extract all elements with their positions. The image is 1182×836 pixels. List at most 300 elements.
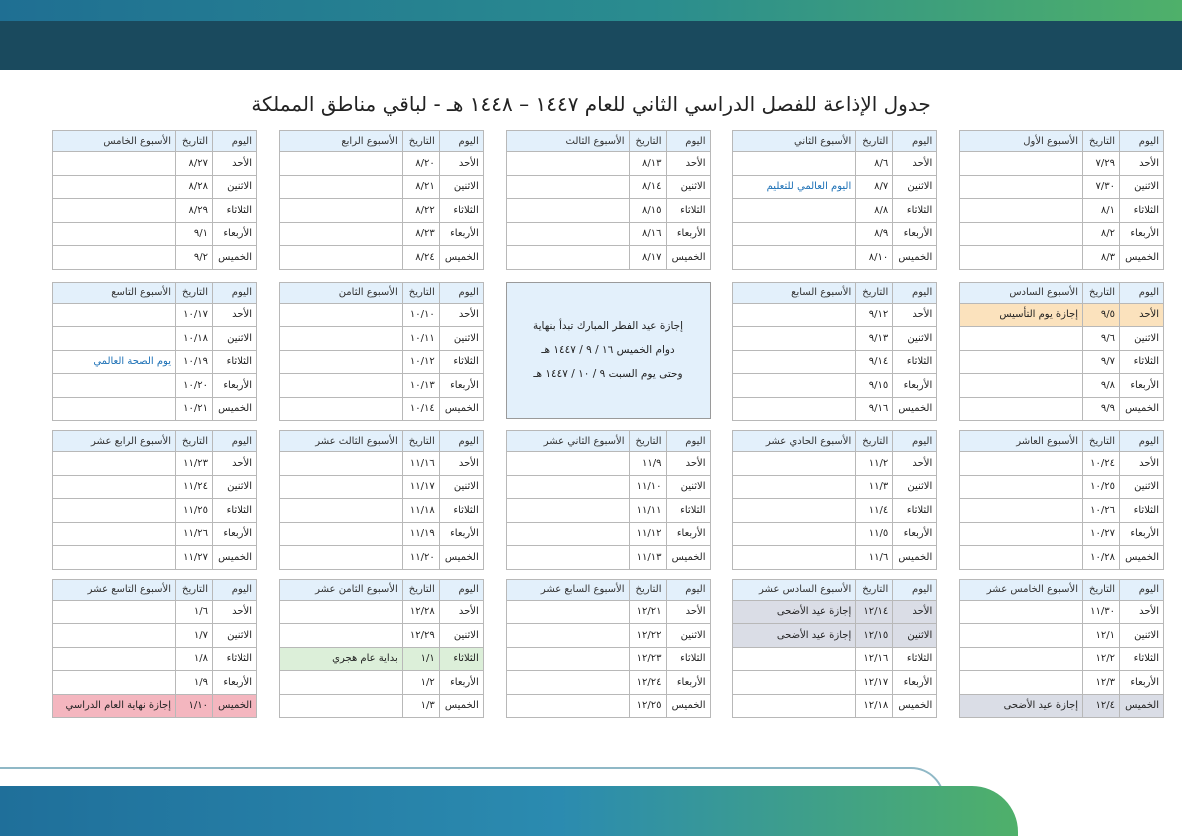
date-cell: ٨/١ (1083, 199, 1120, 223)
date-cell: ١/١ (402, 647, 439, 671)
event-cell (960, 522, 1083, 546)
table-row (733, 600, 937, 624)
date-cell: ١٠/١٢ (402, 350, 439, 374)
date-column-header: التاريخ (176, 579, 213, 600)
week-table (506, 579, 711, 719)
table-row (960, 546, 1164, 570)
table-row (279, 452, 483, 476)
week-name: الأسبوع التاسع عشر (53, 579, 176, 600)
day-cell: الاثنين (213, 327, 257, 351)
date-cell: ٧/٢٩ (1083, 152, 1120, 176)
day-cell: الخميس (666, 546, 710, 570)
date-cell: ١٢/٢٤ (629, 671, 666, 695)
table-row (506, 222, 710, 246)
event-cell (733, 199, 856, 223)
table-row (960, 647, 1164, 671)
date-cell: ١١/٢٧ (176, 546, 213, 570)
day-column-header: اليوم (1120, 579, 1164, 600)
weeks-row-1 (52, 130, 1164, 270)
date-cell: ١٢/٢ (1083, 647, 1120, 671)
date-cell: ١١/١٠ (629, 475, 666, 499)
event-cell (506, 452, 629, 476)
date-column-header: التاريخ (1083, 431, 1120, 452)
event-cell (733, 397, 856, 421)
day-cell: الأربعاء (439, 222, 483, 246)
date-cell: ١٠/١٧ (176, 303, 213, 327)
week-name: الأسبوع العاشر (960, 431, 1083, 452)
day-column-header: اليوم (893, 579, 937, 600)
day-cell: الثلاثاء (893, 350, 937, 374)
day-cell: الأحد (439, 600, 483, 624)
day-cell: الأحد (213, 600, 257, 624)
date-column-header: التاريخ (402, 579, 439, 600)
table-row (733, 199, 937, 223)
date-cell: ٨/٨ (856, 199, 893, 223)
day-cell: الأربعاء (893, 522, 937, 546)
table-row (53, 350, 257, 374)
date-cell: ١/٣ (402, 694, 439, 718)
event-cell (733, 222, 856, 246)
week-name: الأسبوع السادس (960, 282, 1083, 303)
table-row (960, 397, 1164, 421)
event-cell (506, 222, 629, 246)
table-row (279, 303, 483, 327)
event-cell: اليوم العالمي للتعليم (733, 175, 856, 199)
date-cell: ٨/٢٨ (176, 175, 213, 199)
week-header-row (960, 282, 1164, 303)
event-cell (506, 475, 629, 499)
date-column-header: التاريخ (1083, 131, 1120, 152)
date-cell: ٩/٦ (1083, 327, 1120, 351)
table-row (506, 152, 710, 176)
week-name: الأسبوع الثاني (733, 131, 856, 152)
event-cell (279, 374, 402, 398)
date-cell: ١٢/١٨ (856, 694, 893, 718)
event-cell (53, 152, 176, 176)
day-cell: الاثنين (1120, 327, 1164, 351)
event-cell: إجازة عيد الأضحى (733, 624, 856, 648)
day-cell: الخميس (213, 246, 257, 270)
table-row (960, 327, 1164, 351)
date-cell: ١٢/٢٨ (402, 600, 439, 624)
day-cell: الثلاثاء (213, 350, 257, 374)
event-cell: إجازة عيد الأضحى (960, 694, 1083, 718)
table-row (506, 199, 710, 223)
week-header-row (960, 131, 1164, 152)
event-cell: بداية عام هجري (279, 647, 402, 671)
table-row (279, 199, 483, 223)
week-header-row (53, 131, 257, 152)
table-row (53, 600, 257, 624)
event-cell (733, 522, 856, 546)
week-name: الأسبوع الرابع (279, 131, 402, 152)
event-cell (53, 303, 176, 327)
table-row (960, 624, 1164, 648)
day-cell: الاثنين (893, 175, 937, 199)
event-cell (960, 350, 1083, 374)
event-cell (279, 303, 402, 327)
date-cell: ٨/٢٤ (402, 246, 439, 270)
date-cell: ٨/٦ (856, 152, 893, 176)
day-cell: الأحد (439, 303, 483, 327)
date-cell: ٨/٩ (856, 222, 893, 246)
table-row (279, 499, 483, 523)
event-cell (279, 175, 402, 199)
table-row (53, 222, 257, 246)
table-row (960, 222, 1164, 246)
date-cell: ٨/١٧ (629, 246, 666, 270)
event-cell (53, 222, 176, 246)
day-cell: الاثنين (439, 327, 483, 351)
event-cell (960, 397, 1083, 421)
event-cell (53, 199, 176, 223)
day-cell: الأحد (1120, 600, 1164, 624)
table-row (733, 499, 937, 523)
event-cell (733, 303, 856, 327)
day-cell: الاثنين (213, 175, 257, 199)
date-column-header: التاريخ (856, 282, 893, 303)
date-cell: ١٠/٢٦ (1083, 499, 1120, 523)
week-table (279, 430, 484, 570)
table-row (506, 600, 710, 624)
week-table (959, 579, 1164, 719)
event-cell: إجازة نهاية العام الدراسي (53, 694, 176, 718)
top-accent-stripe (0, 0, 1182, 21)
week-name: الأسبوع الثامن (279, 282, 402, 303)
event-cell (960, 222, 1083, 246)
table-row (506, 175, 710, 199)
event-cell (53, 522, 176, 546)
date-cell: ٨/٧ (856, 175, 893, 199)
day-column-header: اليوم (213, 431, 257, 452)
date-cell: ٨/٢٢ (402, 199, 439, 223)
day-column-header: اليوم (893, 431, 937, 452)
day-cell: الاثنين (666, 475, 710, 499)
table-row (506, 546, 710, 570)
table-row (506, 624, 710, 648)
day-column-header: اليوم (893, 282, 937, 303)
table-row (53, 327, 257, 351)
table-row (53, 624, 257, 648)
table-row (960, 246, 1164, 270)
footer-banner (0, 786, 1018, 836)
week-table (52, 130, 257, 270)
table-row (733, 647, 937, 671)
week-name: الأسبوع التاسع (53, 282, 176, 303)
date-column-header: التاريخ (176, 131, 213, 152)
event-cell (733, 546, 856, 570)
day-cell: الثلاثاء (1120, 499, 1164, 523)
table-row (279, 600, 483, 624)
day-cell: الثلاثاء (893, 499, 937, 523)
date-cell: ١١/١٣ (629, 546, 666, 570)
table-row (53, 546, 257, 570)
date-cell: ٨/٢٠ (402, 152, 439, 176)
date-column-header: التاريخ (1083, 282, 1120, 303)
table-row (960, 475, 1164, 499)
table-row (733, 374, 937, 398)
event-cell (279, 522, 402, 546)
date-column-header: التاريخ (856, 579, 893, 600)
day-cell: الثلاثاء (1120, 647, 1164, 671)
date-cell: ١١/٤ (856, 499, 893, 523)
event-cell (53, 246, 176, 270)
table-row (279, 546, 483, 570)
day-column-header: اليوم (1120, 131, 1164, 152)
date-column-header: التاريخ (629, 131, 666, 152)
event-cell (279, 350, 402, 374)
event-cell (733, 152, 856, 176)
week-header-row (279, 282, 483, 303)
table-row (53, 499, 257, 523)
event-cell (279, 327, 402, 351)
date-cell: ١/٢ (402, 671, 439, 695)
week-header-row (733, 282, 937, 303)
date-cell: ٩/١٣ (856, 327, 893, 351)
event-cell (960, 199, 1083, 223)
day-column-header: اليوم (439, 579, 483, 600)
table-row (279, 522, 483, 546)
week-name: الأسبوع الأول (960, 131, 1083, 152)
week-table (959, 130, 1164, 270)
day-cell: الثلاثاء (893, 647, 937, 671)
day-cell: الاثنين (439, 624, 483, 648)
day-cell: الأحد (213, 152, 257, 176)
week-table (506, 130, 711, 270)
event-cell: إجازة عيد الأضحى (733, 600, 856, 624)
day-cell: الأربعاء (1120, 522, 1164, 546)
table-row (960, 374, 1164, 398)
week-header-row (279, 131, 483, 152)
date-cell: ١٢/١٤ (856, 600, 893, 624)
page-title: جدول الإذاعة للفصل الدراسي الثاني للعام ١٤٤٧ – ١٤٤٨ هـ - لباقي مناطق المملكة (251, 92, 931, 116)
event-cell (506, 199, 629, 223)
day-column-header: اليوم (439, 282, 483, 303)
event-cell (733, 475, 856, 499)
event-cell (506, 647, 629, 671)
day-cell: الاثنين (213, 475, 257, 499)
event-cell (506, 175, 629, 199)
event-cell (960, 452, 1083, 476)
day-cell: الأربعاء (893, 671, 937, 695)
day-cell: الخميس (666, 246, 710, 270)
week-table (732, 430, 937, 570)
day-column-header: اليوم (439, 131, 483, 152)
table-row (53, 152, 257, 176)
date-cell: ٩/٥ (1083, 303, 1120, 327)
event-cell (53, 397, 176, 421)
day-cell: الاثنين (893, 475, 937, 499)
week-table (959, 282, 1164, 422)
day-cell: الأحد (893, 452, 937, 476)
date-cell: ١٢/١٥ (856, 624, 893, 648)
event-cell (506, 246, 629, 270)
date-cell: ١٠/٢١ (176, 397, 213, 421)
event-cell (279, 600, 402, 624)
table-row (279, 694, 483, 718)
day-cell: الخميس (666, 694, 710, 718)
table-row (506, 694, 710, 718)
week-table (52, 282, 257, 422)
table-row (733, 452, 937, 476)
day-cell: الأحد (666, 452, 710, 476)
date-cell: ١١/١١ (629, 499, 666, 523)
date-cell: ٨/١٤ (629, 175, 666, 199)
date-column-header: التاريخ (629, 579, 666, 600)
event-cell (960, 671, 1083, 695)
table-row (53, 175, 257, 199)
event-cell (279, 546, 402, 570)
week-header-row (279, 579, 483, 600)
table-row (960, 600, 1164, 624)
date-cell: ٨/١٣ (629, 152, 666, 176)
day-cell: الأربعاء (893, 222, 937, 246)
day-cell: الأربعاء (213, 522, 257, 546)
event-cell (733, 694, 856, 718)
date-cell: ١١/١٩ (402, 522, 439, 546)
week-header-row (733, 131, 937, 152)
table-row (733, 175, 937, 199)
day-column-header: اليوم (1120, 431, 1164, 452)
date-cell: ١٢/٢٩ (402, 624, 439, 648)
event-cell (960, 624, 1083, 648)
day-cell: الخميس (213, 397, 257, 421)
date-cell: ١١/١٦ (402, 452, 439, 476)
table-row (506, 522, 710, 546)
date-cell: ١٢/٢٢ (629, 624, 666, 648)
event-cell (733, 327, 856, 351)
day-cell: الخميس (1120, 246, 1164, 270)
week-header-row (733, 431, 937, 452)
table-row (53, 671, 257, 695)
table-row (279, 647, 483, 671)
date-cell: ١٢/٢٣ (629, 647, 666, 671)
day-cell: الأربعاء (213, 671, 257, 695)
event-cell (506, 600, 629, 624)
day-cell: الخميس (893, 246, 937, 270)
event-cell (279, 671, 402, 695)
day-column-header: اليوم (213, 579, 257, 600)
week-name: الأسبوع الثالث (506, 131, 629, 152)
date-cell: ٨/٢١ (402, 175, 439, 199)
event-cell (733, 246, 856, 270)
table-row (733, 546, 937, 570)
event-cell: يوم الصحة العالمي (53, 350, 176, 374)
week-name: الأسبوع الرابع عشر (53, 431, 176, 452)
table-row (733, 222, 937, 246)
week-table (279, 282, 484, 422)
day-cell: الأحد (439, 152, 483, 176)
table-row (733, 152, 937, 176)
day-cell: الأربعاء (666, 222, 710, 246)
day-cell: الخميس (439, 246, 483, 270)
week-table (52, 430, 257, 570)
week-header-row (53, 282, 257, 303)
event-cell (733, 647, 856, 671)
table-row (53, 199, 257, 223)
table-row (960, 671, 1164, 695)
event-cell (733, 499, 856, 523)
table-row (733, 671, 937, 695)
notice-line: إجازة عيد الفطر المبارك تبدأ بنهاية (532, 320, 684, 332)
day-cell: الخميس (1120, 397, 1164, 421)
date-cell: ١٠/٢٨ (1083, 546, 1120, 570)
date-cell: ١/١٠ (176, 694, 213, 718)
date-cell: ١٢/١٦ (856, 647, 893, 671)
event-cell (279, 452, 402, 476)
table-row (279, 175, 483, 199)
table-row (960, 694, 1164, 718)
event-cell (53, 600, 176, 624)
event-cell (733, 671, 856, 695)
table-row (53, 475, 257, 499)
date-cell: ١١/٢٦ (176, 522, 213, 546)
date-cell: ١٠/١٩ (176, 350, 213, 374)
day-cell: الخميس (1120, 546, 1164, 570)
table-row (960, 350, 1164, 374)
table-row (960, 522, 1164, 546)
event-cell (733, 350, 856, 374)
table-row (53, 374, 257, 398)
event-cell (960, 327, 1083, 351)
day-cell: الأحد (893, 303, 937, 327)
week-header-row (506, 131, 710, 152)
event-cell (960, 499, 1083, 523)
event-cell (53, 499, 176, 523)
week-table (959, 430, 1164, 570)
day-cell: الخميس (213, 694, 257, 718)
date-column-header: التاريخ (402, 431, 439, 452)
day-column-header: اليوم (666, 579, 710, 600)
day-cell: الثلاثاء (1120, 199, 1164, 223)
day-column-header: اليوم (666, 431, 710, 452)
event-cell (279, 624, 402, 648)
date-column-header: التاريخ (856, 131, 893, 152)
week-header-row (960, 431, 1164, 452)
day-cell: الخميس (893, 546, 937, 570)
week-header-row (733, 579, 937, 600)
event-cell (279, 397, 402, 421)
table-row (733, 694, 937, 718)
day-cell: الخميس (1120, 694, 1164, 718)
date-cell: ١٠/١٨ (176, 327, 213, 351)
date-cell: ٧/٣٠ (1083, 175, 1120, 199)
event-cell (960, 175, 1083, 199)
date-cell: ١٢/٢١ (629, 600, 666, 624)
date-cell: ٨/١٠ (856, 246, 893, 270)
day-cell: الاثنين (439, 175, 483, 199)
table-row (733, 522, 937, 546)
day-cell: الأربعاء (439, 671, 483, 695)
date-column-header: التاريخ (402, 131, 439, 152)
day-cell: الاثنين (1120, 624, 1164, 648)
event-cell (279, 222, 402, 246)
table-row (960, 303, 1164, 327)
event-cell (506, 546, 629, 570)
event-cell (53, 374, 176, 398)
date-cell: ٩/١٥ (856, 374, 893, 398)
day-cell: الاثنين (439, 475, 483, 499)
day-cell: الثلاثاء (666, 647, 710, 671)
event-cell (53, 546, 176, 570)
day-cell: الثلاثاء (439, 199, 483, 223)
week-table (279, 579, 484, 719)
event-cell (960, 546, 1083, 570)
week-name: الأسبوع الثالث عشر (279, 431, 402, 452)
day-column-header: اليوم (439, 431, 483, 452)
day-cell: الأحد (213, 303, 257, 327)
table-row (733, 624, 937, 648)
